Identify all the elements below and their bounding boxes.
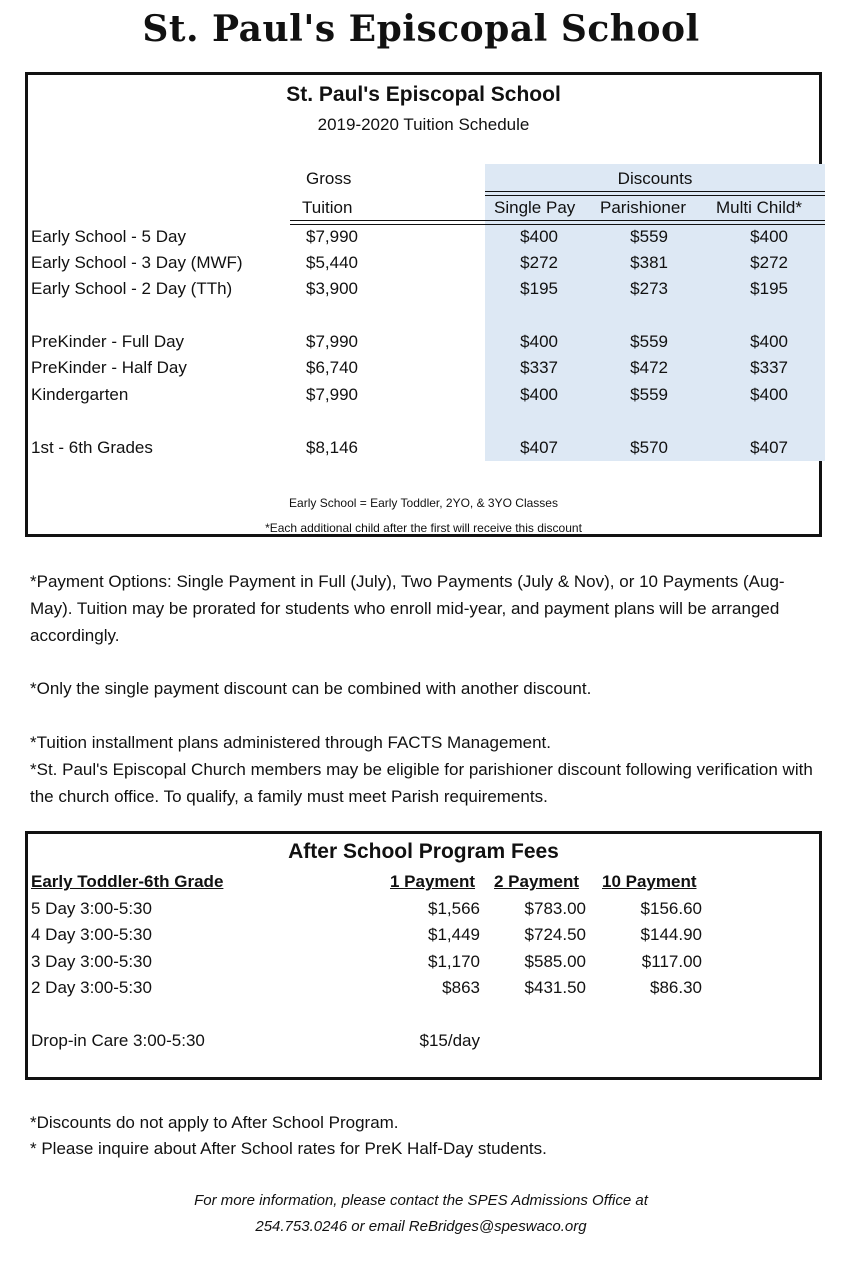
gross-header-line2: Tuition: [302, 198, 353, 217]
gross-tuition: $8,146: [306, 438, 358, 457]
single-pay-discount: $337: [520, 358, 558, 377]
multi-child-note: *Each additional child after the first will receive this discount: [265, 521, 582, 535]
grade-range-header: Early Toddler-6th Grade: [31, 872, 224, 891]
ten-payment-fee: $156.60: [640, 899, 702, 918]
col-10-payment: 10 Payment: [602, 872, 697, 891]
col-1-payment: 1 Payment: [390, 872, 476, 891]
ten-payment-fee: $86.30: [650, 978, 702, 997]
gross-tuition: $5,440: [306, 253, 358, 272]
row-label: 1st - 6th Grades: [31, 438, 153, 457]
fee-row-label: 5 Day 3:00-5:30: [31, 899, 152, 918]
discounts-exclusion-note: *Discounts do not apply to After School Program.: [30, 1113, 399, 1132]
multi-child-discount: $400: [750, 332, 788, 351]
parishioner-discount: $559: [630, 332, 668, 351]
tuition-schedule-box: [25, 72, 822, 537]
single-pay-discount: $272: [520, 253, 558, 272]
parishioner-discount: $381: [630, 253, 668, 272]
single-pay-discount: $400: [520, 227, 558, 246]
gross-tuition: $7,990: [306, 332, 358, 351]
dropin-care-label: Drop-in Care 3:00-5:30: [31, 1031, 205, 1050]
row-label: Early School - 3 Day (MWF): [31, 253, 243, 272]
two-payment-fee: $585.00: [524, 952, 586, 971]
fee-row-label: 3 Day 3:00-5:30: [31, 952, 152, 971]
multi-child-discount: $400: [750, 385, 788, 404]
gross-tuition: $3,900: [306, 279, 358, 298]
row-label: Kindergarten: [31, 385, 129, 404]
parishioner-discount-note: *St. Paul's Episcopal Church members may be eligible for parishioner discount following verification with the church office. To qualify, a family must meet Parish requirements.: [30, 760, 813, 806]
after-school-title: After School Program Fees: [288, 840, 559, 863]
multi-child-discount: $337: [750, 358, 788, 377]
gross-tuition: $6,740: [306, 358, 358, 377]
single-payment-combine-note: *Only the single payment discount can be combined with another discount.: [30, 679, 592, 698]
multi-child-discount: $272: [750, 253, 788, 272]
single-pay-discount: $400: [520, 332, 558, 351]
two-payment-fee: $783.00: [524, 899, 586, 918]
fee-row-label: 2 Day 3:00-5:30: [31, 978, 152, 997]
row-label: PreKinder - Half Day: [31, 358, 187, 377]
tuition-subtitle: 2019-2020 Tuition Schedule: [317, 115, 530, 134]
discounts-rule-1: [485, 191, 825, 192]
parishioner-discount: $559: [630, 227, 668, 246]
one-payment-fee: $1,566: [428, 899, 480, 918]
parishioner-discount: $472: [630, 358, 668, 377]
multi-child-discount: $195: [750, 279, 788, 298]
gross-tuition: $7,990: [306, 227, 358, 246]
single-pay-discount: $400: [520, 385, 558, 404]
two-payment-fee: $724.50: [524, 925, 586, 944]
multi-child-discount: $407: [750, 438, 788, 457]
page-title: St. Paul's Episcopal School: [142, 8, 700, 50]
header-rule-2: [290, 224, 825, 225]
early-school-note: Early School = Early Toddler, 2YO, & 3YO Classes: [289, 496, 558, 510]
row-label: Early School - 2 Day (TTh): [31, 279, 233, 298]
header-rule-1: [290, 220, 825, 221]
row-label: Early School - 5 Day: [31, 227, 186, 246]
two-payment-fee: $431.50: [524, 978, 586, 997]
parishioner-discount: $570: [630, 438, 668, 457]
col-parishioner: Parishioner: [600, 198, 686, 217]
col-single-pay: Single Pay: [494, 198, 576, 217]
ten-payment-fee: $144.90: [640, 925, 702, 944]
discounts-rule-2: [485, 195, 825, 196]
dropin-care-rate: $15/day: [419, 1031, 480, 1050]
ten-payment-fee: $117.00: [641, 952, 702, 971]
single-pay-discount: $407: [520, 438, 558, 457]
discounts-header: Discounts: [617, 169, 693, 188]
row-label: PreKinder - Full Day: [31, 332, 185, 351]
tuition-title: St. Paul's Episcopal School: [286, 83, 561, 106]
payment-options-note: *Payment Options: Single Payment in Full (July), Two Payments (July & Nov), or 10 Payments (Aug-May). Tuition may be prorated for students who enroll mid-year, and payment plans will be arranged accordingly.: [30, 572, 785, 645]
parishioner-discount: $273: [630, 279, 668, 298]
col-2-payment: 2 Payment: [494, 872, 580, 891]
after-school-fees-box: [25, 831, 822, 1080]
facts-management-note: *Tuition installment plans administered through FACTS Management.: [30, 733, 551, 752]
fee-row-label: 4 Day 3:00-5:30: [31, 925, 152, 944]
multi-child-discount: $400: [750, 227, 788, 246]
gross-header-line1: Gross: [306, 169, 352, 188]
single-pay-discount: $195: [520, 279, 558, 298]
one-payment-fee: $1,449: [428, 925, 480, 944]
footer-line-2: 254.753.0246 or email ReBridges@speswaco.org: [255, 1218, 587, 1235]
one-payment-fee: $1,170: [428, 952, 480, 971]
col-multi-child: Multi Child*: [716, 198, 802, 217]
one-payment-fee: $863: [442, 978, 480, 997]
prek-half-day-note: * Please inquire about After School rates for PreK Half-Day students.: [30, 1139, 547, 1158]
contact-footer: [0, 1188, 842, 1240]
gross-tuition: $7,990: [306, 385, 358, 404]
footer-line-1: For more information, please contact the SPES Admissions Office at: [194, 1192, 648, 1209]
parishioner-discount: $559: [630, 385, 668, 404]
